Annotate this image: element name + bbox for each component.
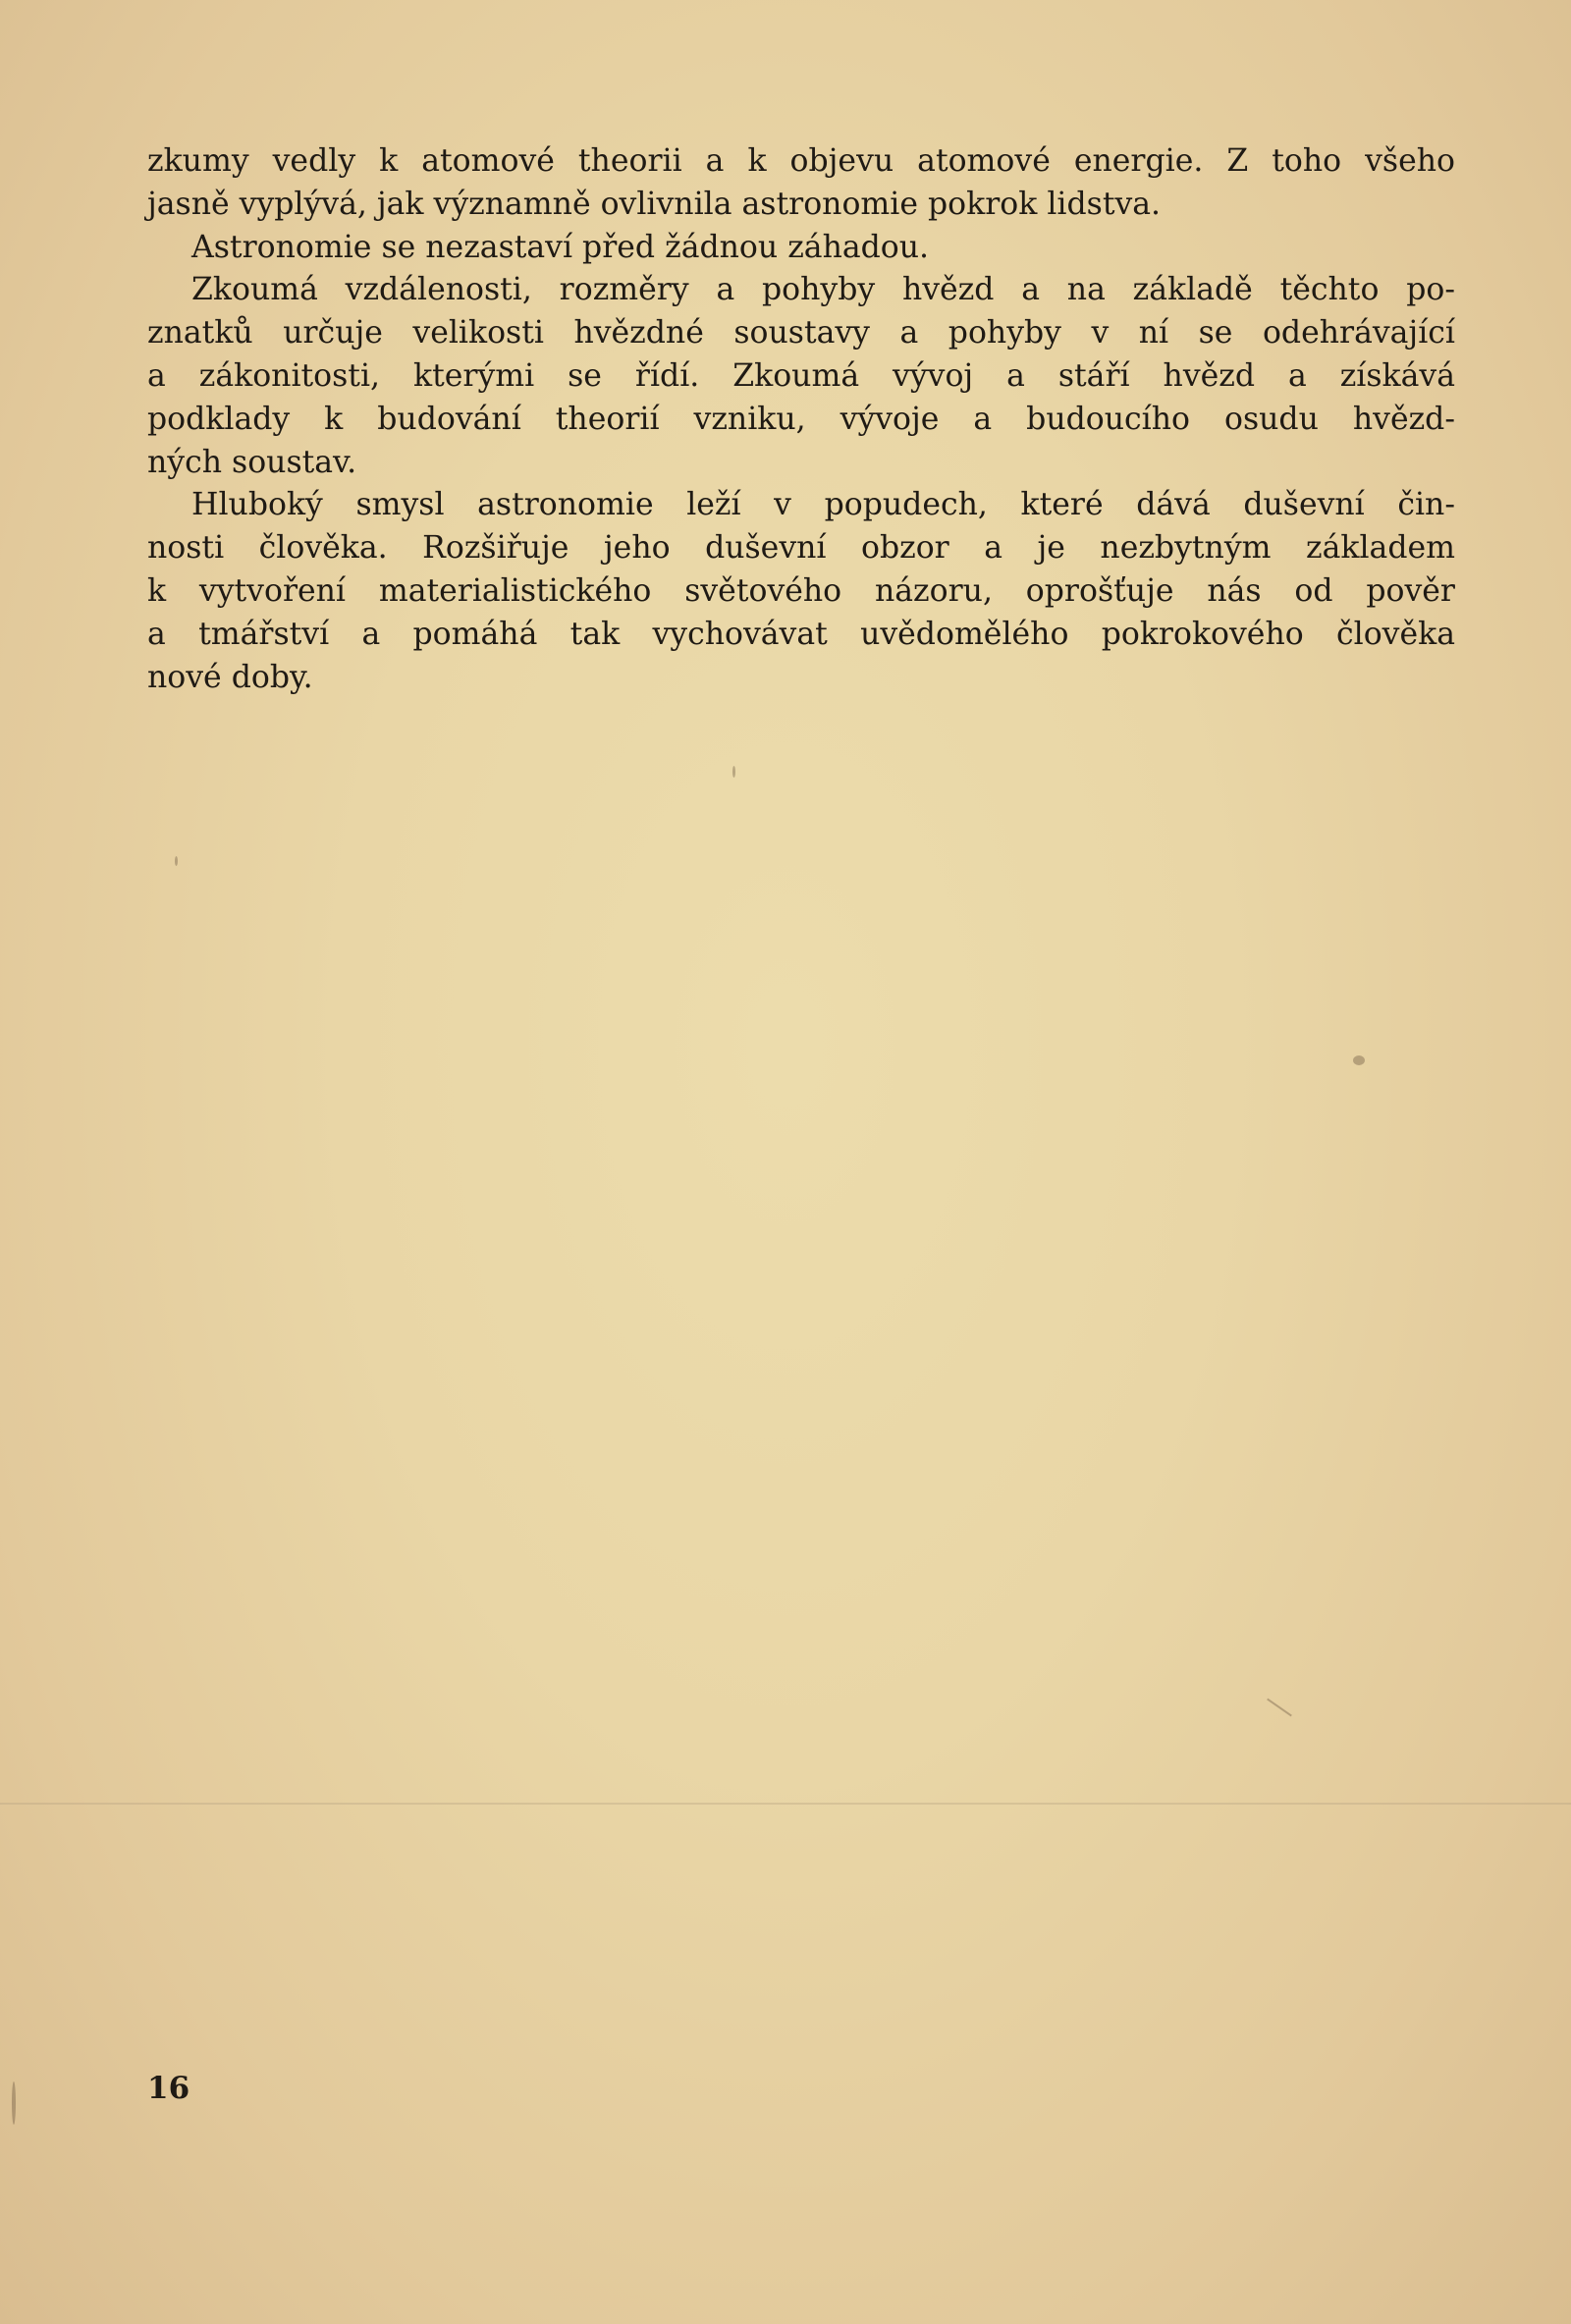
paragraph-3 [147, 269, 1455, 484]
paragraph-1 [147, 140, 1455, 227]
text-line: znatků určuje velikosti hvězdné soustavy a pohyby v ní se odehrávající [147, 315, 1455, 351]
paper-fold-line [0, 1803, 1571, 1805]
text-line: jasně vyplývá, jak významně ovlivnila astronomie pokrok lidstva. [147, 186, 1162, 222]
text-line: ných soustav. [147, 444, 357, 480]
text-line: Astronomie se nezastaví před žádnou záhadou. [191, 229, 930, 265]
text-line: podklady k budování theorií vzniku, vývoje a budoucího osudu hvězd- [147, 401, 1455, 437]
text-line: a tmářství a pomáhá tak vychovávat uvědomělého pokrokového člověka [147, 616, 1455, 652]
text-line: nosti člověka. Rozšiřuje jeho duševní obzor a je nezbytným základem [147, 530, 1455, 567]
paper-speck [1267, 1699, 1292, 1717]
text-line: nové doby. [147, 659, 313, 695]
text-line: a zákonitosti, kterými se řídí. Zkoumá vývoj a stáří hvězd a získává [147, 357, 1455, 394]
paragraph-2 [147, 227, 1455, 270]
text-line: Hluboký smysl astronomie leží v popudech, které dává duševní čin- [191, 487, 1455, 523]
paper-speck [12, 2081, 16, 2125]
text-line: k vytvoření materialistického světového názoru, oprošťuje nás od pověr [147, 572, 1455, 609]
paragraph-4 [147, 484, 1455, 699]
paper-speck [175, 856, 178, 866]
paper-speck [1353, 1055, 1365, 1065]
body-text [147, 140, 1455, 699]
text-line: Zkoumá vzdálenosti, rozměry a pohyby hvězd a na základě těchto po- [191, 272, 1455, 308]
paper-speck [732, 766, 735, 778]
text-line: zkumy vedly k atomové theorii a k objevu atomové energie. Z toho všeho [147, 143, 1455, 179]
page-number: 16 [147, 2071, 190, 2106]
